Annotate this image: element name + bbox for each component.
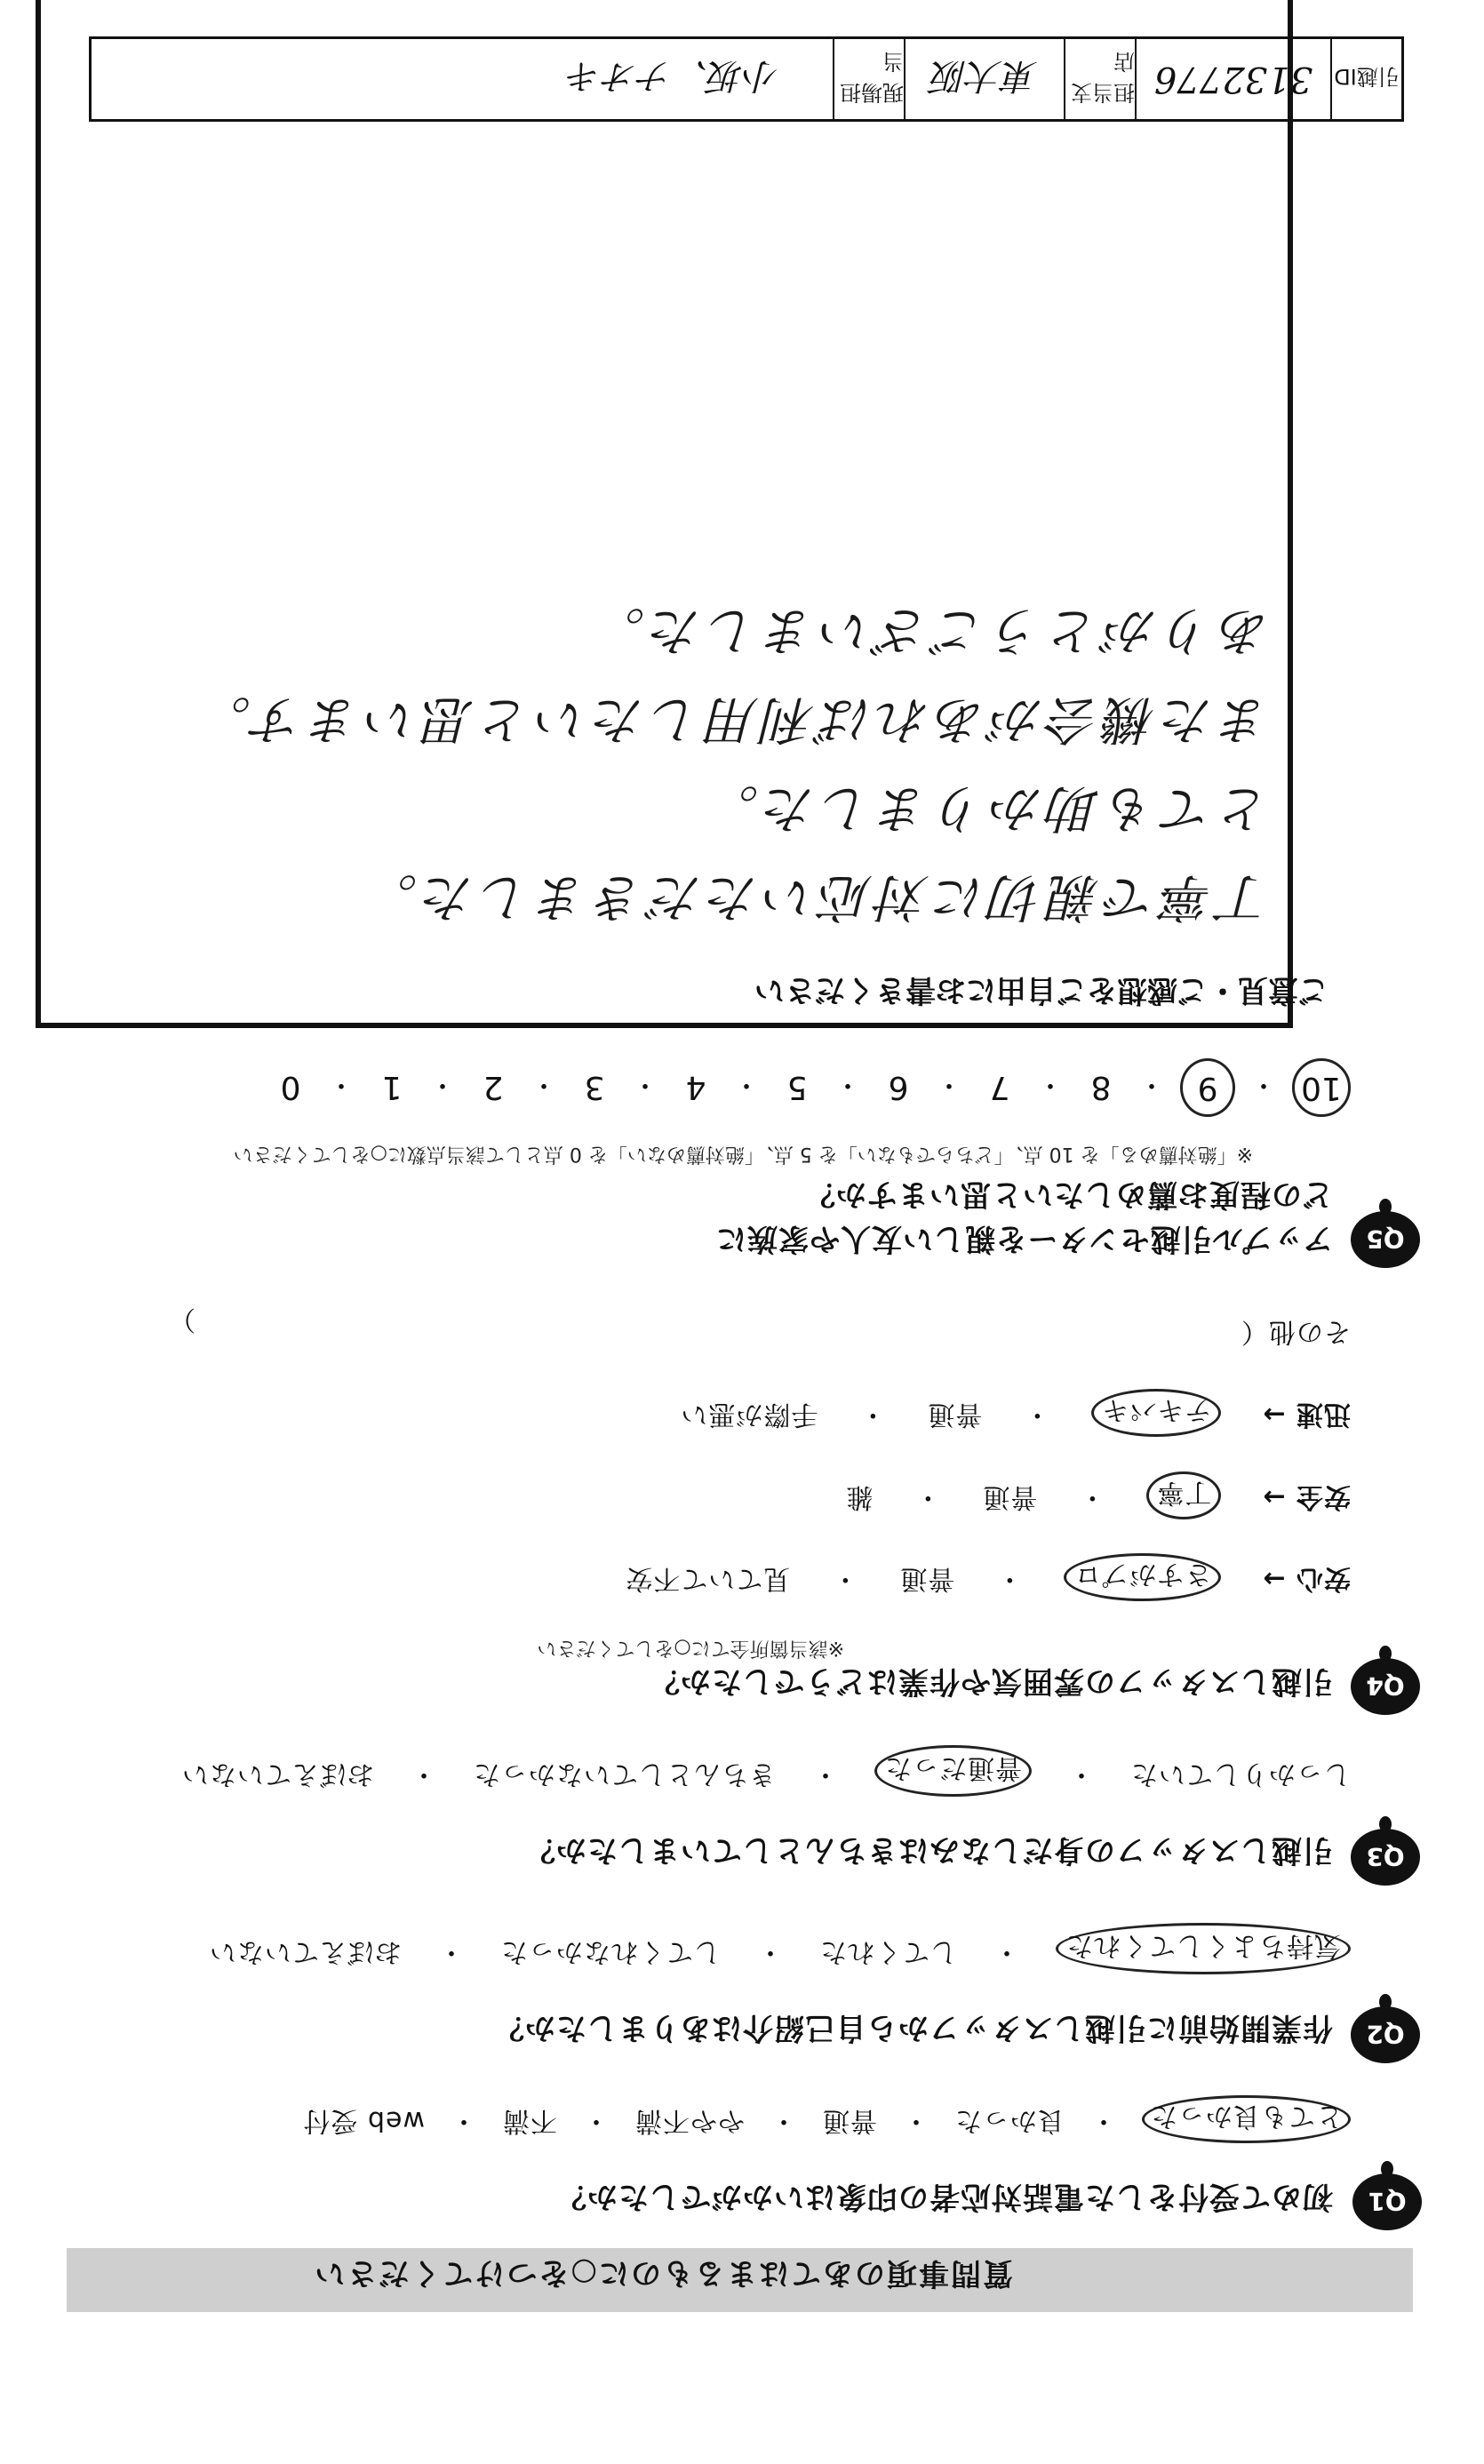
q5-scale-option[interactable]: 7	[989, 1069, 1010, 1106]
q1-options	[36, 2095, 1351, 2143]
staff-value: 小坂、ナオキ	[566, 55, 779, 97]
q4-option[interactable]: 普通	[927, 1399, 983, 1430]
q3-option[interactable]: おぼえていない	[181, 1758, 374, 1790]
q4-row-label: 安心 →	[1262, 1563, 1351, 1594]
separator: ・	[902, 2105, 929, 2136]
q4-option[interactable]: テキパキ	[1091, 1389, 1221, 1437]
comment-line: とても助かりました。	[701, 778, 1271, 839]
separator: ・	[328, 1069, 355, 1100]
separator: ・	[1037, 1069, 1064, 1100]
separator: ・	[733, 1069, 760, 1100]
staff-label: 現場担当	[833, 39, 904, 119]
q3-badge: Q3	[1351, 1829, 1420, 1886]
q3-options	[36, 1745, 1351, 1797]
separator: ・	[1138, 1069, 1165, 1100]
q5-scale-option[interactable]: 9	[1180, 1058, 1235, 1117]
separator: ・	[811, 1758, 839, 1790]
q5-scale-option[interactable]: 6	[888, 1069, 909, 1106]
q2-badge: Q2	[1351, 2006, 1420, 2063]
q2-option[interactable]: 気持ちよくしてくれた	[1056, 1923, 1351, 1974]
separator: ・	[995, 1563, 1024, 1594]
q4-row-label: 安全 →	[1262, 1481, 1351, 1512]
q5-scale-option[interactable]: 4	[685, 1069, 706, 1106]
separator: ・	[1089, 2105, 1117, 2136]
q5-question-line2: どの程度お薦めしたいと思いますか？	[804, 1176, 1333, 1212]
q5-scale-option[interactable]: 2	[483, 1069, 504, 1106]
q4-row-anshin	[625, 1553, 1351, 1601]
comment-heading: ご意見・ご感想をご自由にお書きください	[754, 972, 1328, 1008]
separator: ・	[858, 1399, 887, 1430]
q2-option[interactable]: おぼえていない	[209, 1936, 402, 1967]
separator: ・	[531, 1069, 557, 1100]
id-value: 3132776	[1135, 39, 1330, 119]
separator: ・	[834, 1069, 861, 1100]
comment-line: ありがとうございました。	[587, 601, 1271, 661]
q3-option[interactable]: きちんとしていなかった	[473, 1758, 776, 1790]
q4-option[interactable]: 丁寧	[1146, 1471, 1221, 1519]
branch-label: 担当支店	[1064, 39, 1135, 119]
branch-value: 東大阪	[904, 39, 1064, 119]
q4-other-close: ）	[168, 1304, 195, 1335]
separator: ・	[756, 1936, 784, 1967]
separator: ・	[437, 1936, 465, 1967]
q5-scale-option[interactable]: 0	[280, 1069, 301, 1106]
q2-question: 作業開始前に引越しスタッフから自己紹介はありましたか？	[493, 2010, 1333, 2045]
q2-option[interactable]: してくれた	[819, 1936, 957, 1967]
q1-option[interactable]: やや不満	[634, 2105, 745, 2136]
q4-row-label: 迅速 →	[1262, 1399, 1351, 1430]
q1-option[interactable]: web 受付	[302, 2105, 425, 2136]
q1-option[interactable]: 普通	[822, 2105, 877, 2136]
q4-option[interactable]: 見ていて不安	[625, 1563, 791, 1594]
separator: ・	[1067, 1758, 1095, 1790]
comment-line: 丁寧で親切に対応いただきました。	[360, 867, 1271, 928]
q4-badge: Q4	[1351, 1658, 1420, 1715]
separator: ・	[1250, 1069, 1277, 1100]
separator: ・	[993, 1936, 1020, 1967]
q2-options	[36, 1923, 1351, 1974]
q5-scale-option[interactable]: 1	[381, 1069, 403, 1106]
q3-question: 引越しスタッフの身だしなみはきちんとしていましたか？	[524, 1832, 1333, 1868]
q3-option[interactable]: しっかりしていた	[1130, 1758, 1351, 1790]
q5-scale-option[interactable]: 5	[786, 1069, 808, 1106]
q4-question: 引越しスタッフの雰囲気や作業はどうでしたか？	[649, 1663, 1333, 1699]
q4-option[interactable]: 普通	[982, 1481, 1038, 1512]
q5-question-line1: アップル引越センターを親しい友人や家族に	[715, 1221, 1333, 1256]
q5-badge: Q5	[1351, 1211, 1420, 1268]
comment-line: また機会があれば利用したいと思います。	[194, 690, 1271, 750]
q4-option[interactable]: 手際が悪い	[680, 1399, 818, 1430]
separator: ・	[936, 1069, 962, 1100]
q4-row-anzen	[845, 1471, 1351, 1519]
q1-option[interactable]: 不満	[502, 2105, 557, 2136]
instruction-text: 質問事項のあてはまるものに○をつけてください	[313, 2255, 1013, 2291]
id-label: 引越ID	[1330, 39, 1401, 119]
q3-option[interactable]: 普通だった	[874, 1745, 1032, 1797]
separator: ・	[450, 2105, 477, 2136]
separator: ・	[1078, 1481, 1106, 1512]
separator: ・	[632, 1069, 658, 1100]
q4-option[interactable]: 普通	[899, 1563, 955, 1594]
separator: ・	[410, 1758, 437, 1790]
separator: ・	[914, 1481, 942, 1512]
q1-option[interactable]: とても良かった	[1142, 2095, 1351, 2143]
q1-question: 初めて受付をした電話対応者の印象はいかがでしたか？	[555, 2179, 1333, 2214]
q4-row-jinsoku	[680, 1389, 1351, 1437]
q5-note: ※「絶対薦める」を 10 点、「どちらでもない」を 5 点、「絶対薦めない」を 0 点として該当点数に○をしてください	[233, 1143, 1253, 1165]
q5-scale	[268, 1058, 1351, 1117]
id-table	[89, 36, 1404, 122]
q4-other-label: その他（	[1241, 1316, 1351, 1347]
q4-option[interactable]: さすがプロ	[1064, 1553, 1221, 1601]
separator: ・	[1023, 1399, 1051, 1430]
q4-option[interactable]: 雑	[845, 1481, 874, 1512]
q4-note: ※該当箇所全てに○をしてください	[537, 1637, 844, 1659]
separator: ・	[582, 2105, 610, 2136]
separator: ・	[770, 2105, 797, 2136]
separator: ・	[831, 1563, 859, 1594]
q1-option[interactable]: 良かった	[954, 2105, 1065, 2136]
q2-option[interactable]: してくれなかった	[500, 1936, 721, 1967]
q5-scale-option[interactable]: 10	[1292, 1058, 1351, 1117]
q5-scale-option[interactable]: 8	[1090, 1069, 1112, 1106]
separator: ・	[429, 1069, 456, 1100]
q5-scale-option[interactable]: 3	[584, 1069, 605, 1106]
q1-badge: Q1	[1352, 2173, 1422, 2230]
